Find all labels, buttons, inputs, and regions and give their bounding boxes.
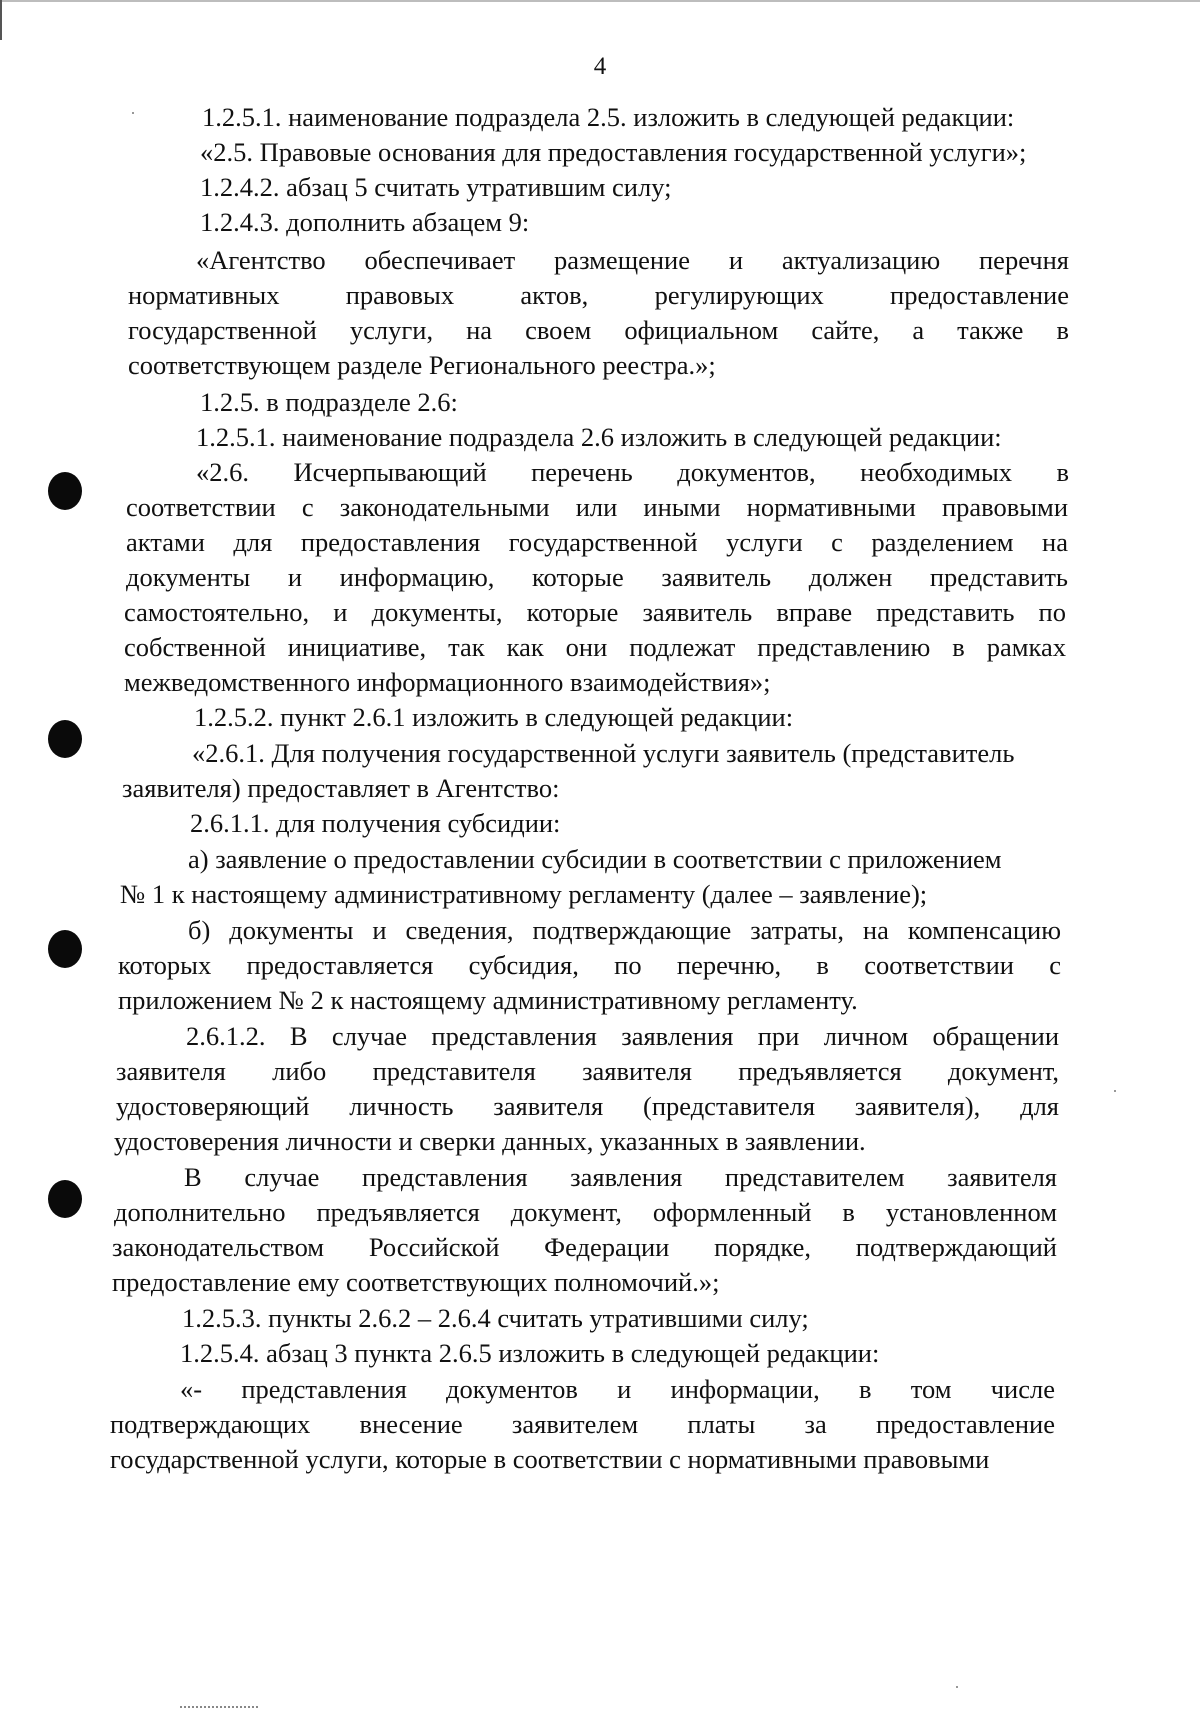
text-line: В случае представления заявления представителем заявителя bbox=[184, 1162, 1057, 1192]
text-line: государственной услуги, на своем официальном сайте, а также в bbox=[128, 315, 1069, 345]
scan-speck bbox=[956, 1686, 958, 1688]
text-line: 1.2.4.3. дополнить абзацем 9: bbox=[200, 207, 530, 237]
page-number: 4 bbox=[593, 53, 607, 80]
punch-hole bbox=[48, 1180, 82, 1218]
text-line: 1.2.5.3. пункты 2.6.2 – 2.6.4 считать утратившими силу; bbox=[182, 1303, 809, 1333]
text-line: заявителя) предоставляет в Агентство: bbox=[122, 773, 560, 803]
text-line: 1.2.4.2. абзац 5 считать утратившим силу; bbox=[200, 172, 672, 202]
text-line: 1.2.5.1. наименование подраздела 2.6 изложить в следующей редакции: bbox=[196, 422, 1002, 452]
text-line: самостоятельно, и документы, которые заявитель вправе представить по bbox=[124, 597, 1066, 627]
punch-hole bbox=[48, 472, 82, 510]
text-line: № 1 к настоящему административному регламенту (далее – заявление); bbox=[120, 879, 928, 909]
punch-hole bbox=[48, 930, 82, 968]
text-line: удостоверения личности и сверки данных, указанных в заявлении. bbox=[114, 1126, 866, 1156]
text-line: «- представления документов и информации, в том числе bbox=[180, 1374, 1055, 1404]
text-line: дополнительно предъявляется документ, оформленный в установленном bbox=[114, 1197, 1057, 1227]
text-line: подтверждающих внесение заявителем платы за предоставление bbox=[110, 1409, 1055, 1439]
text-line: законодательством Российской Федерации порядке, подтверждающий bbox=[112, 1232, 1057, 1262]
text-line: «2.6.1. Для получения государственной услуги заявитель (представитель bbox=[192, 738, 1015, 768]
scan-top-edge bbox=[0, 0, 1200, 2]
text-line: межведомственного информационного взаимодействия»; bbox=[124, 667, 771, 697]
text-line: собственной инициативе, так как они подлежат представлению в рамках bbox=[124, 632, 1066, 662]
scan-speck bbox=[1114, 1090, 1116, 1092]
text-line: государственной услуги, которые в соответствии с нормативными правовыми bbox=[110, 1444, 990, 1474]
text-line: 1.2.5. в подразделе 2.6: bbox=[200, 387, 458, 417]
punch-hole bbox=[48, 720, 82, 758]
text-line: 1.2.5.1. наименование подраздела 2.5. изложить в следующей редакции: bbox=[202, 102, 1015, 132]
text-line: «2.6. Исчерпывающий перечень документов, необходимых в bbox=[196, 457, 1069, 487]
text-line: 2.6.1.1. для получения субсидии: bbox=[190, 808, 561, 838]
scan-speck bbox=[132, 112, 134, 114]
text-line: приложением № 2 к настоящему административному регламенту. bbox=[118, 985, 858, 1015]
text-line: удостоверяющий личность заявителя (представителя заявителя), для bbox=[116, 1091, 1059, 1121]
scan-bottom-smudge bbox=[180, 1706, 260, 1708]
text-line: 1.2.5.4. абзац 3 пункта 2.6.5 изложить в следующей редакции: bbox=[180, 1338, 880, 1368]
text-line: соответствующем разделе Регионального реестра.»; bbox=[128, 350, 716, 380]
text-line: актами для предоставления государственной услуги с разделением на bbox=[126, 527, 1068, 557]
text-line: «2.5. Правовые основания для предоставления государственной услуги»; bbox=[200, 137, 1027, 167]
text-line: 2.6.1.2. В случае представления заявления при личном обращении bbox=[186, 1021, 1059, 1051]
text-line: 1.2.5.2. пункт 2.6.1 изложить в следующей редакции: bbox=[194, 702, 794, 732]
text-line: б) документы и сведения, подтверждающие затраты, на компенсацию bbox=[188, 915, 1061, 945]
scan-left-edge-mark bbox=[0, 0, 2, 40]
text-line: соответствии с законодательными или иными нормативными правовыми bbox=[126, 492, 1068, 522]
text-line: заявителя либо представителя заявителя предъявляется документ, bbox=[116, 1056, 1059, 1086]
text-line: которых предоставляется субсидия, по перечню, в соответствии с bbox=[118, 950, 1061, 980]
text-line: а) заявление о предоставлении субсидии в соответствии с приложением bbox=[188, 844, 1002, 874]
text-line: «Агентство обеспечивает размещение и актуализацию перечня bbox=[196, 245, 1069, 275]
text-line: документы и информацию, которые заявитель должен представить bbox=[126, 562, 1068, 592]
text-line: нормативных правовых актов, регулирующих предоставление bbox=[128, 280, 1069, 310]
text-line: предоставление ему соответствующих полномочий.»; bbox=[112, 1267, 720, 1297]
